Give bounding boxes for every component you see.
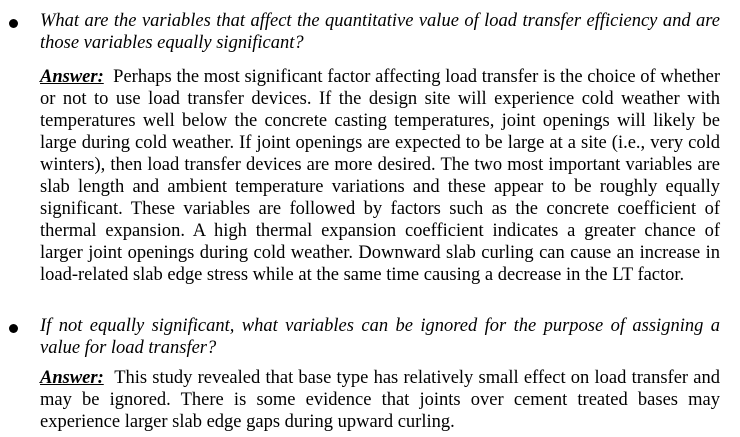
bullet-icon	[9, 324, 18, 333]
question-1: What are the variables that affect the quantitative value of load transfer efficiency and are those variables equally significant?	[40, 11, 720, 53]
answer-text-1: Perhaps the most significant factor affecting load transfer is the choice of whether or not to use load transfer devices. If the design site will experience cold weather with temperatures well below the concrete casting temperatures, joint openings will likely be large during cold weather. If joint openings are expected to be large at a site (i.e., very cold winters), then load transfer devices are more desired. The two most important variables are slab length and ambient temperature variations and these appear to be roughly equally significant. These variables are followed by factors such as the concrete coefficient of thermal expansion. A high thermal expansion coefficient indicates a greater chance of larger joint openings during cold weather. Downward slab curling can cause an increase in load-related slab edge stress while at the same time causing a decrease in the LT factor.	[40, 67, 720, 285]
answer-2	[40, 367, 720, 433]
answer-1	[40, 66, 720, 286]
bullet-icon	[9, 19, 18, 28]
answer-label-2: Answer:	[40, 368, 104, 388]
question-2: If not equally significant, what variables can be ignored for the purpose of assigning a value for load transfer?	[40, 316, 720, 358]
answer-label-1: Answer:	[40, 67, 104, 87]
answer-text-2: This study revealed that base type has relatively small effect on load transfer and may be ignored. There is some evidence that joints over cement treated bases may experience larger slab edge gaps during upward curling.	[40, 368, 721, 432]
